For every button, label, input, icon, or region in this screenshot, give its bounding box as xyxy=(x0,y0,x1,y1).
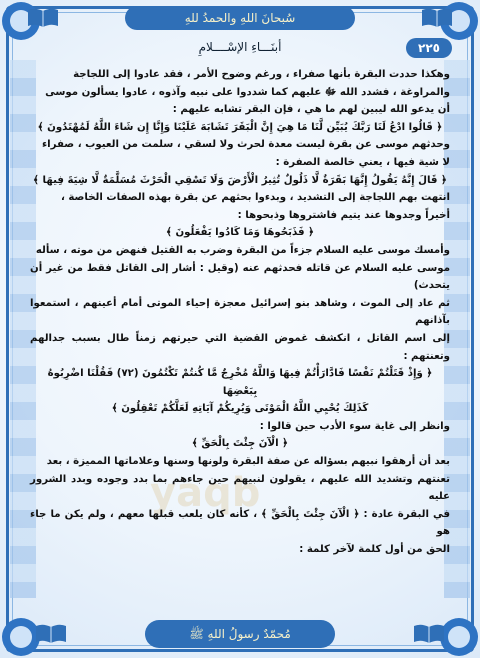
body-line: وانظر إلى غاية سوء الأدب حين قالوا : xyxy=(259,420,450,432)
body-line: ثم عاد إلى الموت ، وشاهد بنو إسرائيل معجزة إحياء الموتى أمام أعينهم ، استمعوا بآذانهم xyxy=(30,297,450,327)
body-line: وهكذا حددت البقرة بأنها صفراء ، ورغم وضوح الأمر ، فقد عادوا إلى اللجاجة xyxy=(73,69,450,80)
body-line: أخيراً وجدوها عند يتيم فاشتروها وذبحوها : xyxy=(237,209,450,221)
quran-verse: كَذَلِكَ يُحْيِي اللَّهُ الْمَوْتَى وَيُرِيكُمْ آيَاتِهِ لَعَلَّكُمْ تَعْقِلُونَ ﴾ xyxy=(111,403,369,415)
body-line: الحق من أول كلمة لآخر كلمة : xyxy=(299,544,450,556)
body-line: وحدثهم موسى عن بقرة ليست معدة لحرث ولا لسقي ، سلمت من العيوب ، صفراء xyxy=(41,139,450,151)
body-line: في البقرة عادة : ﴿ الْآنَ جِئْتَ بِالْحَقِّ ﴾ ، كأنه كان يلعب قبلها معهم ، ولم يكن ما جاء هو xyxy=(30,508,450,538)
open-book-icon xyxy=(412,622,446,644)
page-number: ٢٢٥ xyxy=(406,38,452,58)
open-book-icon xyxy=(34,622,68,644)
body-line: تعنتهم وتشديد الله عليهم ، يقولون لنبيهم حين جاءهم بما بدد وجوده وبدد الشرور عليه xyxy=(30,473,450,503)
page-header xyxy=(28,38,452,58)
quran-verse: ﴿ فَذَبَحُوهَا وَمَا كَادُوا يَفْعَلُونَ ﴾ xyxy=(165,227,315,239)
body-line: والمراوغة ، فشدد الله ﷻ عليهم كما شددوا على نبيه وآذوه ، عادوا يسألون موسى xyxy=(45,86,450,98)
body-line: وأمسك موسى عليه السلام جزءاً من البقرة وضرب به القتيل فنهض من موته ، سأله xyxy=(35,244,450,256)
watermark: yaqb xyxy=(150,470,261,516)
bottom-calligraphy-banner: مُحمّدٌ رسولُ اللهِ ﷺ xyxy=(145,620,335,648)
quran-verse: ﴿ الْآنَ جِئْتَ بِالْحَقِّ ﴾ xyxy=(191,438,289,450)
body-line: أن يدعو الله ليبين لهم ما هي ، فإن البقر تشابه عليهم : xyxy=(172,104,450,116)
body-line: موسى عليه السلام عن قاتله فحدثهم عنه (وقيل : أشار إلى القاتل فقط من غير أن يتحدث) xyxy=(30,262,450,292)
body-line: انتهت بهم اللجاجة إلى التشديد ، وبدءوا بحثهم عن بقرة بهذه الصفات الخاصة ، xyxy=(60,192,450,204)
body-line: بعد أن أرهقوا نبيهم بسؤاله عن صفة البقرة ولونها وسنها وعلاماتها المميزة ، بعد xyxy=(46,456,450,468)
open-book-icon xyxy=(26,6,60,28)
page-body xyxy=(30,66,450,614)
body-line: لا شية فيها ، يعني خالصة الصفرة : xyxy=(275,156,450,168)
chapter-title: أبنَـــاءِ الإسْــــلامِ xyxy=(198,40,282,54)
top-calligraphy-banner: سُبحانَ اللهِ والحمدُ للهِ xyxy=(125,6,355,30)
open-book-icon xyxy=(420,6,454,28)
body-line: إلى اسم القاتل ، انكشف غموض القضية التي حيرتهم زمناً طال بسبب جدالهم وتعنتهم : xyxy=(30,332,450,362)
quran-verse: ﴿ قَالَ إِنَّهُ يَقُولُ إِنَّهَا بَقَرَةٌ لَّا ذَلُولٌ تُثِيرُ الْأَرْضَ وَلَا تَسْقِي الْحَرْثَ مُسَلَّمَةٌ لَّا شِيَةَ فِيهَا ﴾ xyxy=(33,174,447,186)
quran-verse: ﴿ قَالُوا ادْعُ لَنَا رَبَّكَ يُبَيِّن لَّنَا مَا هِيَ إِنَّ الْبَقَرَ تَشَابَهَ عَلَيْنَا وَإِنَّا إِن شَاءَ اللَّهُ لَمُهْتَدُونَ ﴾ xyxy=(37,121,443,133)
quran-verse: ﴿ وَإِذْ قَتَلْتُمْ نَفْسًا فَادَّارَأْتُمْ فِيهَا وَاللَّهُ مُخْرِجٌ مَّا كُنتُمْ تَكْتُمُونَ (٧٢) فَقُلْنَا اضْرِبُوهُ بِبَعْضِهَا xyxy=(47,368,433,397)
